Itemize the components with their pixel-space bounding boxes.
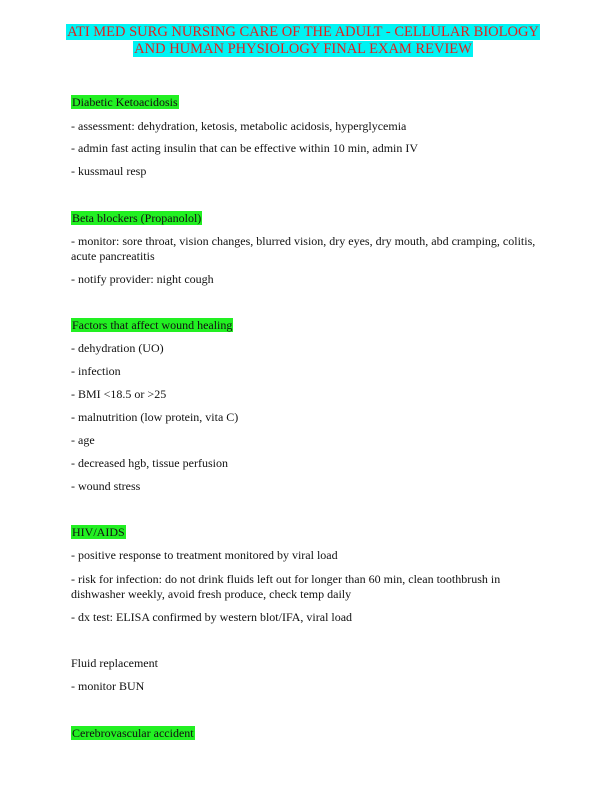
section-heading-text: Cerebrovascular accident <box>72 726 194 740</box>
list-item: - notify provider: night cough <box>71 272 214 286</box>
list-item: - admin fast acting insulin that can be effective within 10 min, admin IV <box>71 141 419 155</box>
section-heading-fluid-replacement <box>71 656 158 670</box>
list-item: - decreased hgb, tissue perfusion <box>71 456 228 470</box>
section-heading-text: HIV/AIDS <box>72 525 125 539</box>
list-item: - dx test: ELISA confirmed by western blot/IFA, viral load <box>71 610 353 624</box>
document-title <box>0 24 606 58</box>
list-item: - assessment: dehydration, ketosis, metabolic acidosis, hyperglycemia <box>71 119 407 133</box>
section-heading-text: Fluid replacement <box>71 656 158 670</box>
title-line-2: AND HUMAN PHYSIOLOGY FINAL EXAM REVIEW <box>134 41 472 57</box>
list-item: - kussmaul resp <box>71 164 147 178</box>
section-heading-text: Beta blockers (Propanolol) <box>72 211 202 225</box>
list-item: - dehydration (UO) <box>71 341 164 355</box>
title-line-1: ATI MED SURG NURSING CARE OF THE ADULT - CELLULAR BIOLOGY <box>67 24 539 40</box>
list-item: - age <box>71 433 95 447</box>
list-item: - monitor: sore throat, vision changes, blurred vision, dry eyes, dry mouth, abd cramping, colitis, acute pancreatitis <box>71 234 536 263</box>
list-item: - positive response to treatment monitored by viral load <box>71 548 338 562</box>
list-item: - infection <box>71 364 121 378</box>
list-item: - monitor BUN <box>71 679 145 693</box>
section-heading-beta-blockers <box>71 211 202 225</box>
list-item: - risk for infection: do not drink fluids left out for longer than 60 min, clean toothbrush in dishwasher weekly, avoid fresh produce, check temp daily <box>71 572 501 601</box>
section-heading-text: Factors that affect wound healing <box>72 318 233 332</box>
list-item: - BMI <18.5 or >25 <box>71 387 167 401</box>
section-heading-text: Diabetic Ketoacidosis <box>72 95 178 109</box>
section-heading-hiv-aids <box>71 525 126 539</box>
section-heading-diabetic-ketoacidosis <box>71 95 179 109</box>
list-item: - wound stress <box>71 479 141 493</box>
section-heading-wound-healing <box>71 318 233 332</box>
section-heading-cerebrovascular-accident <box>71 726 195 740</box>
list-item: - malnutrition (low protein, vita C) <box>71 410 239 424</box>
